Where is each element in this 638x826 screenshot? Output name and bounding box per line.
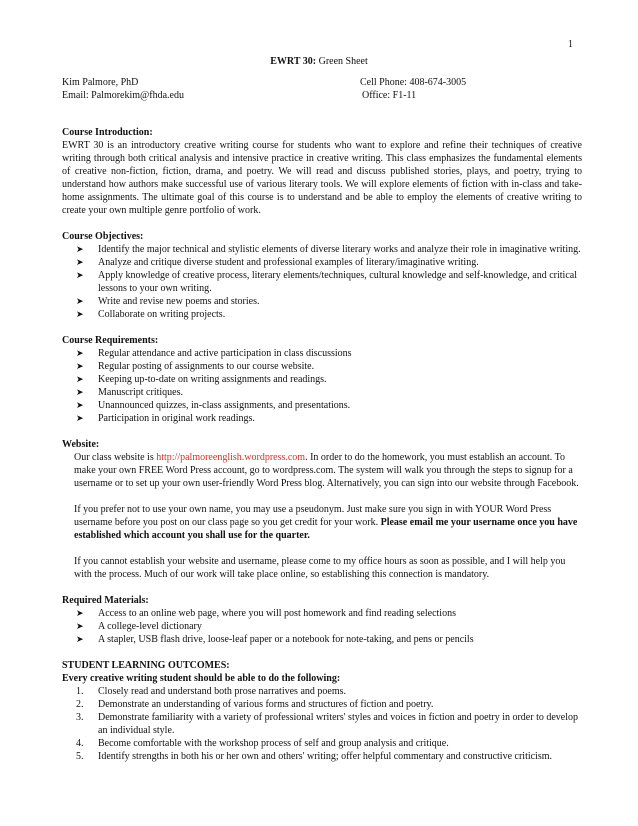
website-paragraph-2: If you prefer not to use your own name, you may use a pseudonym. Just make sure you sign in with YOUR Word Press username before you post on our class page so you get credit for your work. Please email me your username once you have established which account you shall use for the quarter. (74, 504, 578, 541)
list-item: ➤ Analyze and critique diverse student and professional examples of literary/imaginative writing. (76, 257, 479, 268)
arrow-bullet-icon: ➤ (76, 257, 84, 267)
objectives-list (62, 243, 582, 321)
page-number: 1 (568, 39, 573, 50)
website-paragraph-1: Our class website is http://palmoreenglish.wordpress.com. In order to do the homework, you must establish an account. To make your own FREE Word Press account, go to wordpress.com. The system will walk you through the steps to signup for a username or to set up your own user-friendly Word Press blog. Alternatively, you can sign into our website through Facebook. (74, 452, 579, 489)
list-item: ➤ Write and revise new poems and stories. (76, 296, 260, 307)
list-item: 1. Closely read and understand both prose narratives and poems. (76, 686, 346, 697)
header-row-2 (62, 89, 582, 102)
email-username-notice: Please email me your username once you have established which account you shall use for the quarter. (74, 517, 578, 541)
arrow-bullet-icon: ➤ (76, 296, 84, 306)
course-introduction-section (62, 126, 582, 217)
arrow-bullet-icon: ➤ (76, 244, 84, 254)
objectives-heading: Course Objectives: (62, 231, 144, 242)
list-item: ➤ Regular posting of assignments to our course website. (76, 361, 315, 372)
arrow-bullet-icon: ➤ (76, 387, 84, 397)
title-subtitle: Green Sheet (318, 56, 368, 67)
arrow-bullet-icon: ➤ (76, 309, 84, 319)
list-item: ➤ Manuscript critiques. (76, 387, 183, 398)
instructor-name: Kim Palmore, PhD (62, 77, 139, 88)
arrow-bullet-icon: ➤ (76, 621, 84, 631)
arrow-bullet-icon: ➤ (76, 608, 84, 618)
learning-outcomes-section (62, 659, 582, 763)
course-website-link[interactable]: http://palmoreenglish.wordpress.com (156, 452, 306, 463)
list-item: ➤ Unannounced quizzes, in-class assignments, and presentations. (76, 400, 351, 411)
requirements-heading: Course Requirements: (62, 335, 159, 346)
list-item: 3. Demonstrate familiarity with a variety of professional writers' styles and voices in fiction and poetry in order to develop an individual style. (76, 712, 578, 736)
introduction-text: EWRT 30 is an introductory creative writing course for students who want to explore and refine their techniques of creative writing through both critical analysis and intensive practice in creative writing. This class emphasizes the fundamental elements of creative non-fiction, fiction, drama, and poetry. We will read and discuss published stories, plays, and poetry, trying to understand how authors make successful use of various literary tools. We will explore elements of fiction with in-class and take-home assignments. The ultimate goal of this course is to understand and be able to employ the elements of creative writing to create your own multiple genre portfolio of work. (62, 140, 582, 216)
list-item: ➤ Regular attendance and active participation in class discussions (76, 348, 352, 359)
website-section (62, 438, 582, 581)
arrow-bullet-icon: ➤ (76, 413, 84, 423)
course-requirements-section (62, 334, 582, 425)
outcomes-list (62, 685, 582, 763)
list-item: ➤ Collaborate on writing projects. (76, 309, 226, 320)
list-item: ➤ Identify the major technical and stylistic elements of diverse literary works and analyze their role in imaginative writing. (76, 244, 581, 255)
header-row-1 (62, 76, 582, 89)
arrow-bullet-icon: ➤ (76, 348, 84, 358)
introduction-heading: Course Introduction: (62, 127, 153, 138)
arrow-bullet-icon: ➤ (76, 634, 84, 644)
document-title (0, 55, 638, 68)
materials-heading: Required Materials: (62, 595, 149, 606)
instructor-email: Email: Palmorekim@fhda.edu (62, 90, 184, 101)
instructor-office: Office: F1-11 (362, 90, 417, 101)
title-course: EWRT 30: (270, 56, 317, 67)
arrow-bullet-icon: ➤ (76, 374, 84, 384)
list-item: 2. Demonstrate an understanding of various forms and structures of fiction and poetry. (76, 699, 434, 710)
outcomes-subheading: Every creative writing student should be able to do the following: (62, 673, 341, 684)
website-heading: Website: (62, 439, 100, 450)
materials-list (62, 607, 582, 646)
list-item: ➤ Apply knowledge of creative process, literary elements/techniques, cultural knowledge and self-knowledge, and critical lessons to your own writing. (76, 270, 577, 294)
requirements-list (62, 347, 582, 425)
list-item: ➤ Participation in original work readings. (76, 413, 255, 424)
arrow-bullet-icon: ➤ (76, 270, 84, 280)
arrow-bullet-icon: ➤ (76, 400, 84, 410)
list-item: 5. Identify strengths in both his or her own and others' writing; offer helpful commentary and constructive criticism. (76, 751, 553, 762)
list-item: ➤ A stapler, USB flash drive, loose-leaf paper or a notebook for note-taking, and pens or pencils (76, 634, 474, 645)
outcomes-heading: STUDENT LEARNING OUTCOMES: (62, 660, 230, 671)
course-objectives-section (62, 230, 582, 321)
website-paragraph-3: If you cannot establish your website and username, please come to my office hours as soon as possible, and I will help you with the process. Much of our work will take place online, so establishing this connection is mandatory. (74, 556, 566, 580)
required-materials-section (62, 594, 582, 646)
list-item: 4. Become comfortable with the workshop process of self and group analysis and critique. (76, 738, 449, 749)
list-item: ➤ Keeping up-to-date on writing assignments and readings. (76, 374, 327, 385)
list-item: ➤ Access to an online web page, where you will post homework and find reading selections (76, 608, 456, 619)
instructor-phone: Cell Phone: 408-674-3005 (360, 77, 467, 88)
document-body (62, 126, 582, 763)
arrow-bullet-icon: ➤ (76, 361, 84, 371)
list-item: ➤ A college-level dictionary (76, 621, 202, 632)
